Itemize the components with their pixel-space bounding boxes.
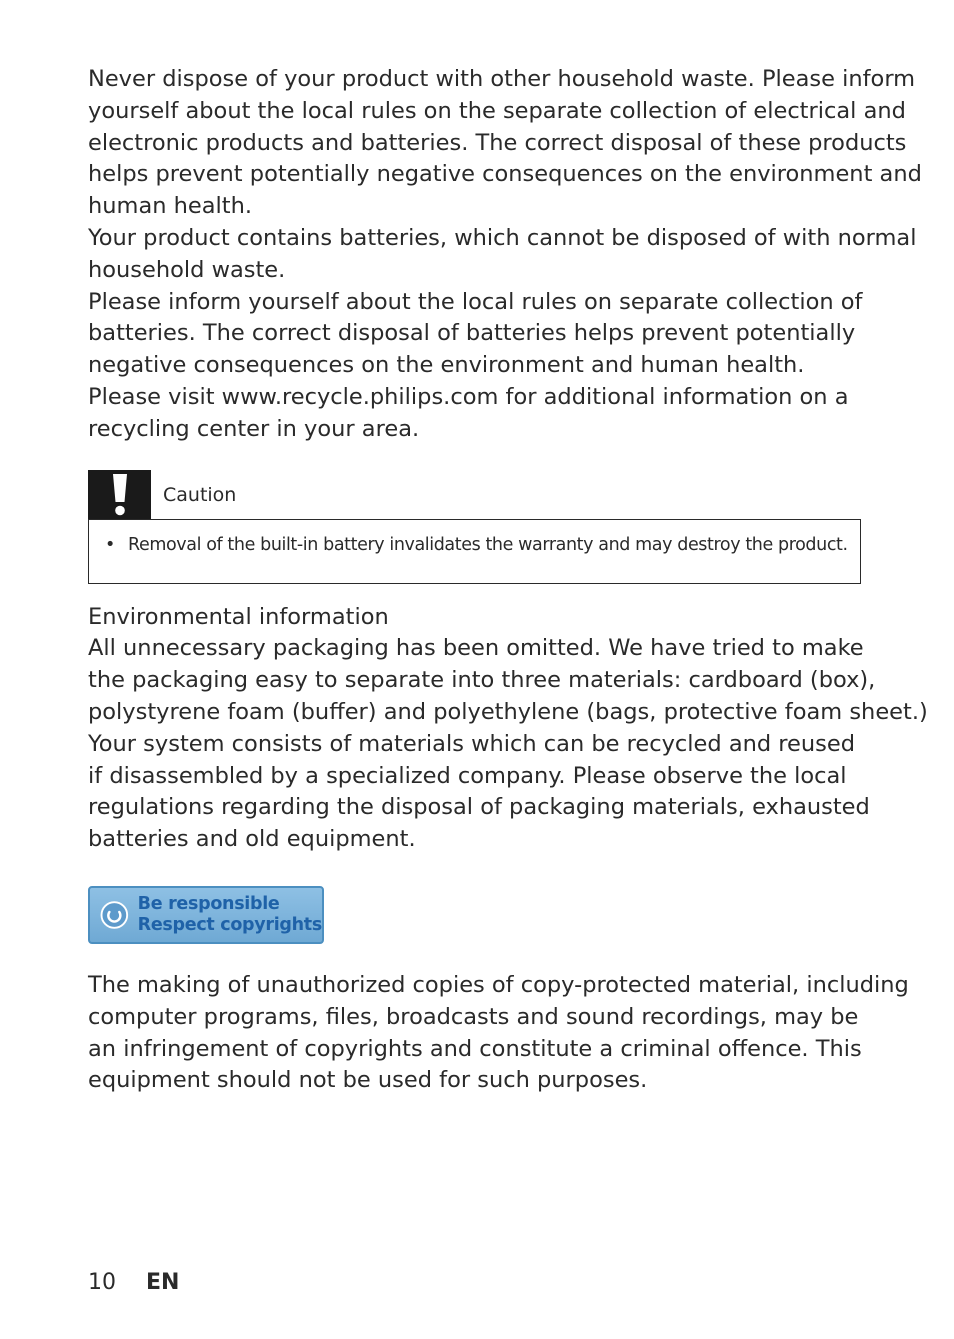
caution-box bbox=[88, 519, 861, 584]
environmental-heading: Environmental information bbox=[88, 603, 389, 630]
respect-copyrights-badge bbox=[88, 886, 324, 944]
caution-block bbox=[88, 470, 868, 584]
page-content bbox=[88, 64, 928, 1097]
caution-title: Caution bbox=[163, 484, 237, 507]
disposal-paragraph-2: Your product contains batteries, which cannot be disposed of with normal household waste. bbox=[88, 224, 917, 283]
language-code: EN bbox=[146, 1270, 180, 1295]
power-ring-icon bbox=[100, 896, 129, 934]
page-footer bbox=[88, 1270, 179, 1295]
caution-item: Removal of the built-in battery invalidates the warranty and may destroy the product. bbox=[128, 534, 848, 555]
page-number: 10 bbox=[88, 1270, 116, 1295]
caution-header bbox=[88, 470, 868, 519]
copyright-paragraph: The making of unauthorized copies of copy-protected material, including computer programs, files, broadcasts and sound recordings, may be an infringement of copyrights and constitute a criminal offence. This equipment should not be used for such purposes. bbox=[88, 971, 909, 1094]
environmental-paragraph: All unnecessary packaging has been omitted. We have tried to make the packaging easy to separate into three materials: cardboard (box), polystyrene foam (buffer) and polyethylene (bags, protective foam sheet.) Your system consists of materials which can be recycled and reused if disassembled by a specialized company. Please observe the local regulations regarding the disposal of packaging materials, exhausted batteries and old equipment. bbox=[88, 635, 928, 853]
bullet-icon: • bbox=[105, 534, 115, 555]
disposal-paragraph-1: Never dispose of your product with other household waste. Please inform yourself about the local rules on the separate collection of electrical and electronic products and batteries. The correct disposal of these products helps prevent potentially negative consequences on the environment and human health. bbox=[88, 66, 922, 220]
disposal-paragraph-4: Please visit www.recycle.philips.com for additional information on a recycling center in your area. bbox=[88, 383, 849, 442]
environmental-section bbox=[88, 602, 928, 856]
badge-line-2: Respect copyrights bbox=[137, 914, 322, 935]
disposal-paragraph-3: Please inform yourself about the local rules on separate collection of batteries. The correct disposal of batteries helps prevent potentially negative consequences on the environment and human health. bbox=[88, 288, 863, 379]
badge-text bbox=[138, 894, 322, 936]
exclamation-icon bbox=[88, 470, 151, 519]
badge-line-1: Be responsible bbox=[137, 893, 280, 914]
